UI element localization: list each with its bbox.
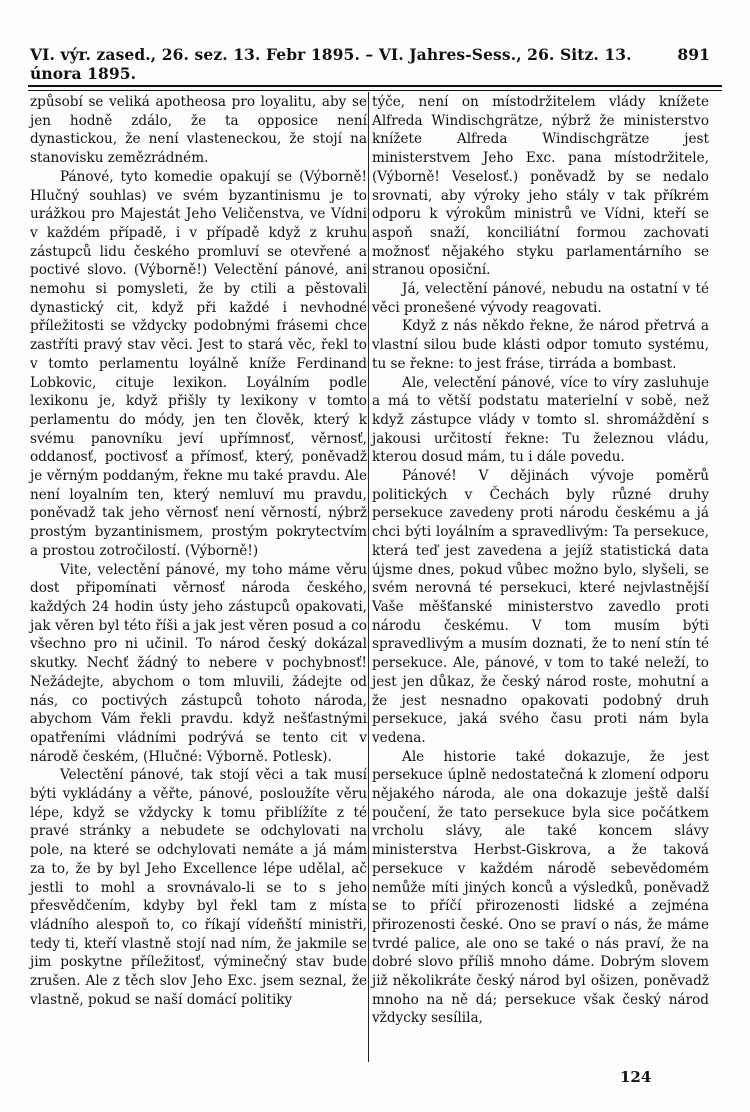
- paragraph: Vite, velectění pánové, my toho máme věru dost připomínati věrnosť národa českého, každých 24 hodin ústy jeho zástupců opakovati, jak věren byl této říši a jak jest věren posud a co všechno pro ni učinil. To národ český dokázal skutky. Nechť žádný to nebere v pochybnosť! Nežádejte, abychom o tom mluvili, žádejte od nás, co poctivých zástupců tohoto národa, abychom Vám řekli pravdu. když nešťastnými opatřeními vládními podrývá se tento cit v národě českém, (Hlučné: Výborně. Potlesk).: [30, 561, 367, 765]
- page-number: 891: [677, 45, 710, 64]
- paragraph: Já, velectění pánové, nebudu na ostatní v té věci pronešené vývody reagovati.: [372, 281, 709, 316]
- paragraph: Ale, velectění pánové, více to víry zasluhuje a má to větší podstatu materielní v sobě, než když zástupce vlády v tomto sl. shromáždění s jakousi určitostí řekne: Tu železnou vládu, kterou dosud mám, tu i dále povedu.: [372, 374, 709, 466]
- paragraph: Když z nás někdo řekne, že národ přetrvá a vlastní silou bude klásti odpor tomuto systému, tu se řekne: to jest fráse, tirráda a bombast.: [372, 318, 709, 372]
- paragraph: týče, není on místodržitelem vlády knížete Alfreda Windischgrätze, nýbrž že ministerstvo knížete Alfreda Windischgrätze jest ministerstvem Jeho Exc. pana místodržitele, (Výborně! Veselosť.) poněvadž by se nedalo srovnati, aby výroky jeho stály v tak příkrém odporu k výrokům ministrů ve Vídni, kteří se aspoň snaží, konciliátní formou zachovati možnosť nějakého styku parlamentárního se stranou oposiční.: [372, 94, 709, 279]
- paragraph: Pánové, tyto komedie opakují se (Výborně! Hlučný souhlas) ve svém byzantinismu je to urážkou pro Majestát Jeho Veličenstva, ve Vídni v každém případě, i v případě když z kruhu zástupců lidu českého promluví se otevřené a poctivé slovo. (Výborně!) Velectění pánové, ani nemohu si pomysleti, že by ctili a pěstovali dynastický cit, když při každé i nevhodné příležitosti se vždycky podobnými frásemi chce zastříti pravý stav věci. Jest to stará věc, řekl to v tomto perlamentu loyálně kníže Ferdinand Lobkovic, cituje lexikon. Loyálním podle lexikonu je, když přišly ty lexikony v tomto perlamentu do módy, jen ten člověk, který k svému panovníku jeví upřímnosť, věrnosť, oddanosť, poctivosť a přímosť, který, poněvadž je věrným poddaným, řekne mu také pravdu. Ale není loyalním ten, který nemluví mu pravdu, poněvadž tak jeho věrnosť není věrností, nýbrž prostým byzantinismem, prostým pokrytectvím a prostou zotročilostí. (Výborně!): [30, 168, 367, 559]
- page-header: [30, 45, 710, 83]
- header-rule: [28, 85, 722, 91]
- sheet-signature: 124: [620, 1068, 652, 1086]
- paragraph: Ale historie také dokazuje, že jest persekuce úplně nedostatečná k zlomení odporu nějakého národa, ale ona dokazuje ještě další poučení, že tato persekuce byla sice počátkem vrcholu slávy, ale také koncem slávy ministerstva Herbst-Giskrova, a že taková persekuce v každém národě sebevědomém nemůže míti jiných konců a výsledků, poněvadž se to příčí přirozenosti lidské a zejména přirozenosti české. Ono se praví o nás, že máme tvrdé palice, ale ono se také o nás praví, že na dobré slovo příliš mnoho dáme. Dobrým slovem již několikráte český národ byl ošizen, poněvadž mnoho na ně dá; persekuce však český národ vždycky sesílila,: [372, 748, 709, 1027]
- column-divider: [368, 92, 369, 1062]
- right-column: [372, 93, 709, 1028]
- header-session-info: VI. výr. zased., 26. sez. 13. Febr 1895. – VI. Jahres-Sess., 26. Sitz. 13. února 1895.: [30, 45, 632, 83]
- paragraph: způsobí se veliká apotheosa pro loyalitu, aby se jen hodně zdálo, že ta opposice není dynastickou, že není vlasteneckou, že stojí na stanovisku zemězrádném.: [30, 94, 367, 167]
- left-column: [30, 93, 367, 1009]
- paragraph: Pánové! V dějinách vývoje poměrů politických v Čechách byly různé druhy persekuce zavedeny proti národu českému a já chci býti loyálním a spravedlivým: Ta persekuce, která teď jest zavedena a jejíž statistická data újsme dnes, pokud vůbec možno bylo, slyšeli, se svém nerovná té persekuci, které nejvlastnější Vaše měšťanské ministerstvo zavedlo proti národu českému. V tom musím býti spravedlivým a musím doznati, že to není stín té persekuce. Ale, pánové, v tom to také neleží, to jest jen důkaz, že český národ roste, mohutní a že jest nesnadno opakovati podobný druh persekuce, jaká svého času proti nám byla vedena.: [372, 468, 709, 746]
- paragraph: Velectění pánové, tak stojí věci a tak musí býti vykládány a věřte, pánové, posloužíte věru lépe, když se vždycky k tomu přiblížíte z té pravé stránky a nebudete se odchylovati na pole, na které se odchylovati nemáte a já mám za to, že by byl Jeho Excellence lépe udělal, ač jestli to mohl a srovnávalo-li se to s jeho přesvědčením, kdyby byl řekl tam z místa vládního alespoň to, co říkají vídeňští ministři, tedy ti, kteří vlastně stojí nad ním, že jakmile se jim poskytne příležitosť, výminečný stav bude zrušen. Ale z těch slov Jeho Exc. jsem seznal, že vlastně, pokud se naší domácí politiky: [30, 767, 367, 1008]
